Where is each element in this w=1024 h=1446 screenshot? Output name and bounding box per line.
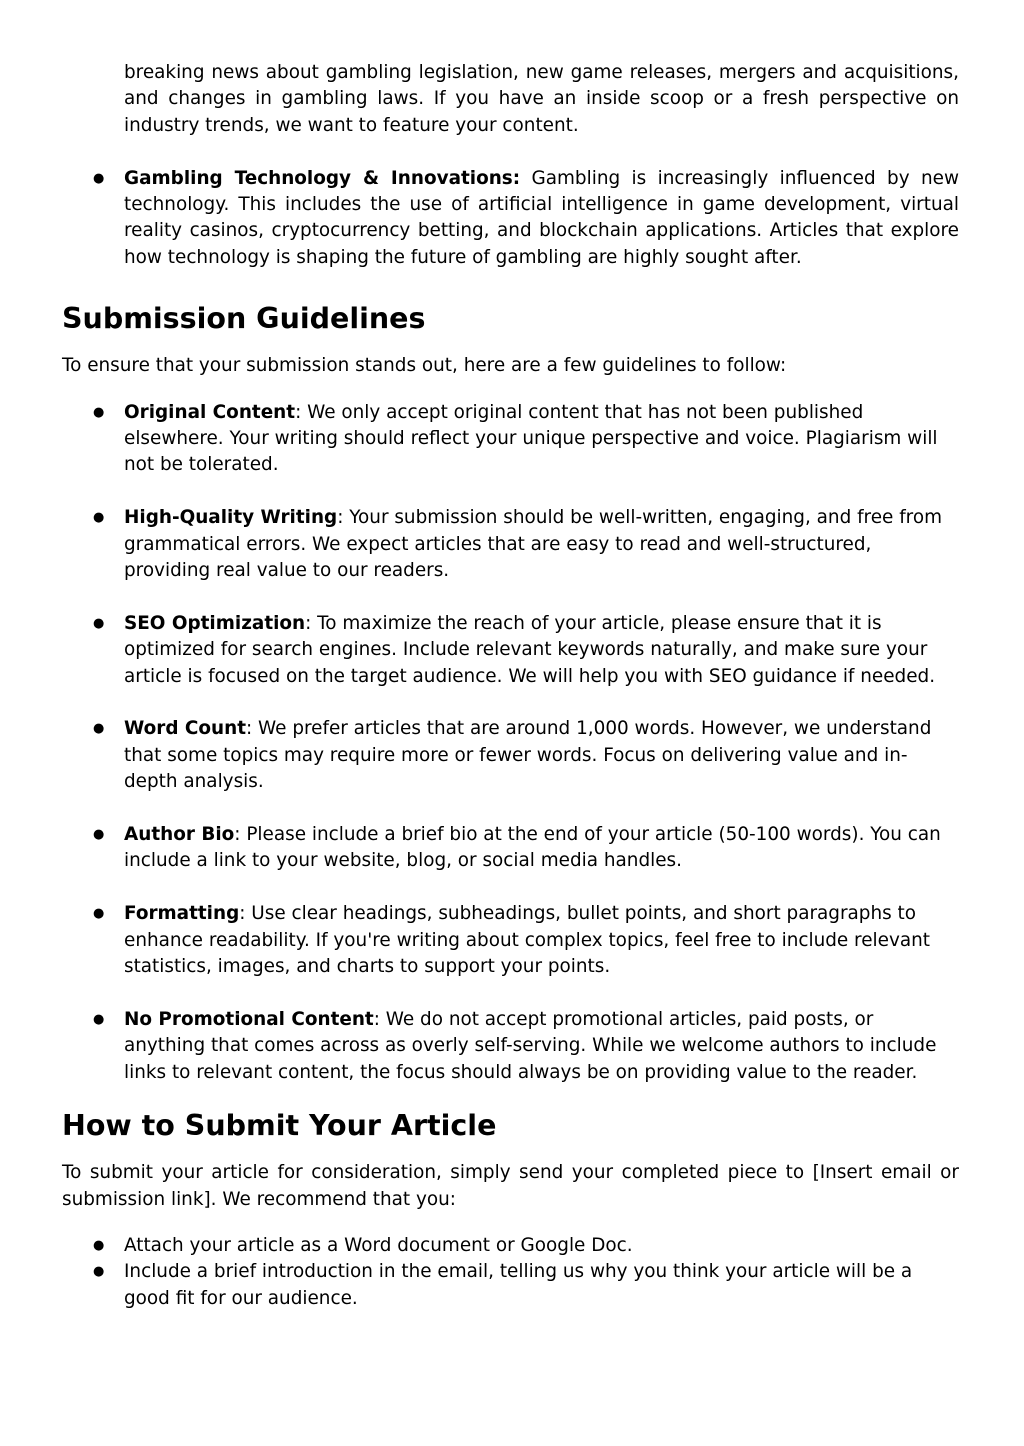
submission-guidelines-intro: To ensure that your submission stands out, here are a few guidelines to follow: <box>62 355 787 377</box>
intro-continuation: breaking news about gambling legislation, new game releases, mergers and acquisitions, and changes in gambling laws. If you have an inside scoop or a fresh perspective on industry trends, we want to feature your content. <box>124 62 959 136</box>
list-item-term: Author Bio <box>124 824 235 846</box>
list-item-attach-article: ● Attach your article as a Word document or Google Doc. <box>62 1233 959 1259</box>
list-item-author-bio <box>62 822 959 875</box>
how-to-submit-heading: How to Submit Your Article <box>62 1109 497 1143</box>
submission-guidelines-heading: Submission Guidelines <box>62 302 426 336</box>
list-item-text: : We do not accept promotional articles, paid posts, or anything that comes across as overly self-serving. While we welcome authors to include links to relevant content, the focus should always be on providing value to the reader. <box>124 1008 937 1083</box>
list-item-text: : Use clear headings, subheadings, bullet points, and short paragraphs to enhance readability. If you're writing about complex topics, feel free to include relevant statistics, images, and charts to support your points. <box>124 903 930 978</box>
submit-steps-list <box>62 1233 959 1312</box>
list-item-term: Word Count <box>124 718 247 740</box>
list-item-text: : To maximize the reach of your article, please ensure that it is optimized for search engines. Include relevant keywords naturally, and make sure your article is focused on the target audience. We will help you with SEO guidance if needed. <box>124 612 936 687</box>
list-item-formatting <box>62 901 959 980</box>
list-item-term: SEO Optimization <box>124 612 306 634</box>
list-item-text: : We prefer articles that are around 1,000 words. However, we understand that some topics may require more or fewer words. Focus on delivering value and in-depth analysis. <box>124 718 932 793</box>
topics-list-continued <box>62 60 959 271</box>
document-body <box>62 60 959 1312</box>
list-item-term: Original Content <box>124 401 296 423</box>
list-item-term: High-Quality Writing <box>124 507 338 529</box>
list-item-term: Gambling Technology & Innovations: <box>124 167 521 189</box>
list-item-include-introduction: ● Include a brief introduction in the email, telling us why you think your article will be a good fit for our audience. <box>62 1259 959 1312</box>
list-item-text: : We only accept original content that has not been published elsewhere. Your writing should reflect your unique perspective and voice. Plagiarism will not be tolerated. <box>124 401 938 476</box>
list-item-text: Gambling is increasingly influenced by new technology. This includes the use of artificial intelligence in game development, virtual reality casinos, cryptocurrency betting, and blockchain applications. Articles that explore how technology is shaping the future of gambling are highly sought after. <box>124 167 959 268</box>
list-item-no-promotional-content <box>62 1007 959 1086</box>
list-item-original-content <box>62 400 959 479</box>
list-item-word-count <box>62 716 959 795</box>
list-item-high-quality-writing <box>62 505 959 584</box>
list-item-term: No Promotional Content <box>124 1008 374 1030</box>
list-item-text: : Your submission should be well-written, engaging, and free from grammatical errors. We expect articles that are easy to read and well-structured, providing real value to our readers. <box>124 507 942 582</box>
guidelines-list <box>62 400 959 1086</box>
how-to-submit-intro: To submit your article for consideration, simply send your completed piece to [Insert email or submission link]. We recommend that you: <box>62 1162 959 1210</box>
list-item-term: Formatting <box>124 903 240 925</box>
list-item-seo-optimization <box>62 611 959 690</box>
list-item-text: : Please include a brief bio at the end of your article (50-100 words). You can include a link to your website, blog, or social media handles. <box>124 824 941 872</box>
list-item-gambling-technology <box>62 166 959 272</box>
